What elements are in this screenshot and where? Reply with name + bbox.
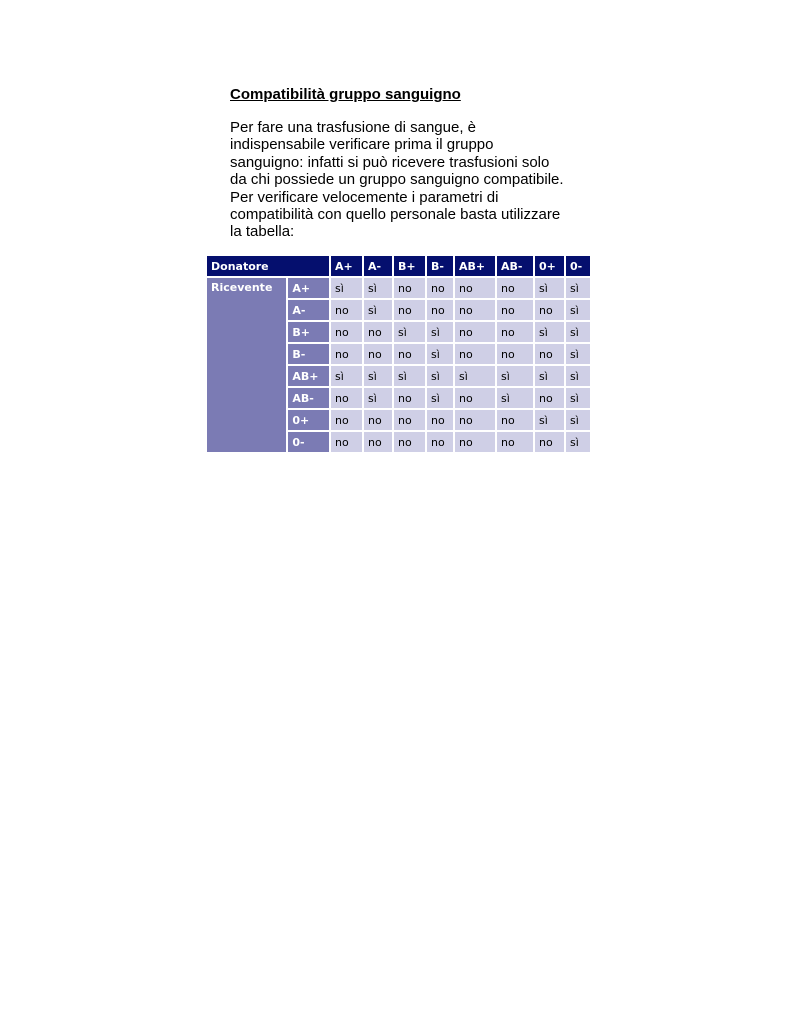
- row-label: AB-: [288, 388, 329, 408]
- table-cell: sì: [497, 366, 533, 386]
- table-cell: no: [364, 432, 392, 452]
- table-cell: no: [394, 344, 425, 364]
- table-cell: no: [331, 432, 362, 452]
- table-cell: no: [331, 300, 362, 320]
- recipient-header: Ricevente: [207, 278, 286, 452]
- table-cell: no: [427, 432, 453, 452]
- table-cell: no: [497, 278, 533, 298]
- table-cell: no: [427, 300, 453, 320]
- compatibility-table: [205, 254, 592, 454]
- donor-header: Donatore: [207, 256, 329, 276]
- table-cell: sì: [535, 322, 564, 342]
- table-cell: sì: [364, 300, 392, 320]
- table-cell: no: [497, 344, 533, 364]
- table-cell: no: [455, 432, 495, 452]
- column-header: 0+: [535, 256, 564, 276]
- table-cell: no: [455, 300, 495, 320]
- column-header: B-: [427, 256, 453, 276]
- table-cell: sì: [566, 322, 590, 342]
- table-cell: no: [364, 410, 392, 430]
- table-cell: no: [497, 322, 533, 342]
- row-label: A-: [288, 300, 329, 320]
- table-cell: no: [364, 344, 392, 364]
- table-cell: no: [331, 410, 362, 430]
- table-cell: no: [535, 388, 564, 408]
- row-label: 0-: [288, 432, 329, 452]
- table-cell: no: [331, 344, 362, 364]
- table-cell: no: [331, 388, 362, 408]
- table-cell: sì: [364, 366, 392, 386]
- document-title: Compatibilità gruppo sanguigno: [230, 86, 461, 103]
- table-cell: sì: [566, 366, 590, 386]
- table-cell: sì: [566, 344, 590, 364]
- column-header: 0-: [566, 256, 590, 276]
- column-header: A-: [364, 256, 392, 276]
- row-label: 0+: [288, 410, 329, 430]
- table-cell: no: [497, 410, 533, 430]
- table-cell: no: [427, 278, 453, 298]
- table-cell: sì: [427, 322, 453, 342]
- row-label: B-: [288, 344, 329, 364]
- table-cell: sì: [427, 388, 453, 408]
- table-cell: sì: [455, 366, 495, 386]
- table-cell: sì: [566, 432, 590, 452]
- table-cell: sì: [566, 410, 590, 430]
- table-cell: sì: [394, 322, 425, 342]
- table-cell: sì: [427, 344, 453, 364]
- table-cell: no: [455, 388, 495, 408]
- table-cell: sì: [535, 410, 564, 430]
- table-cell: sì: [566, 388, 590, 408]
- table-cell: sì: [364, 278, 392, 298]
- column-header: AB+: [455, 256, 495, 276]
- table-cell: no: [455, 322, 495, 342]
- table-cell: no: [394, 388, 425, 408]
- row-label: AB+: [288, 366, 329, 386]
- document-paragraph: Per fare una trasfusione di sangue, è indispensabile verificare prima il gruppo sanguigno: infatti si può ricevere trasfusioni solo da chi possiede un gruppo sanguigno compatibile. Per verificare velocemente i parametri di compatibilità con quello personale basta utilizzare la tabella:: [230, 119, 564, 241]
- table-cell: sì: [535, 278, 564, 298]
- table-cell: no: [535, 344, 564, 364]
- table-cell: no: [427, 410, 453, 430]
- table-cell: no: [535, 300, 564, 320]
- table-cell: sì: [566, 278, 590, 298]
- table-row: [207, 278, 590, 298]
- table-cell: sì: [331, 366, 362, 386]
- table-cell: no: [394, 410, 425, 430]
- table-header-row: [207, 256, 590, 276]
- column-header: B+: [394, 256, 425, 276]
- table-cell: sì: [394, 366, 425, 386]
- table-cell: sì: [497, 388, 533, 408]
- table-cell: sì: [427, 366, 453, 386]
- table-cell: no: [394, 300, 425, 320]
- table-cell: no: [497, 432, 533, 452]
- table-cell: no: [394, 432, 425, 452]
- table-cell: no: [497, 300, 533, 320]
- table-cell: no: [455, 410, 495, 430]
- table-cell: no: [535, 432, 564, 452]
- table-cell: no: [331, 322, 362, 342]
- table-cell: sì: [566, 300, 590, 320]
- table-cell: sì: [535, 366, 564, 386]
- column-header: AB-: [497, 256, 533, 276]
- row-label: B+: [288, 322, 329, 342]
- table-cell: sì: [364, 388, 392, 408]
- table-cell: no: [394, 278, 425, 298]
- table-cell: no: [455, 278, 495, 298]
- column-header: A+: [331, 256, 362, 276]
- table-cell: no: [455, 344, 495, 364]
- table-cell: sì: [331, 278, 362, 298]
- row-label: A+: [288, 278, 329, 298]
- table-cell: no: [364, 322, 392, 342]
